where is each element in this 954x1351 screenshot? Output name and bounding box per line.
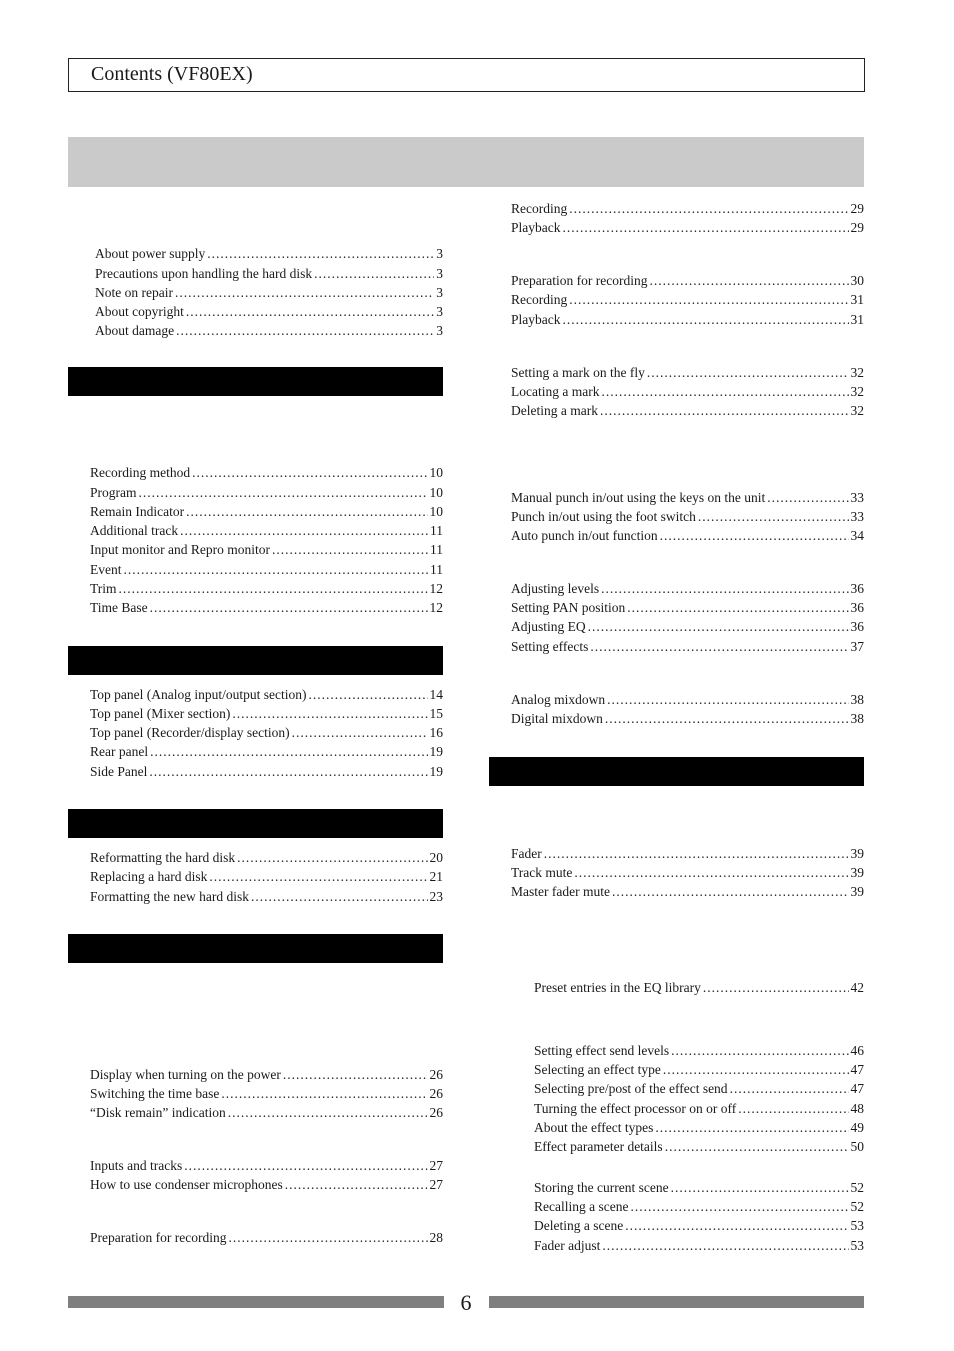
leader-dots bbox=[663, 1061, 849, 1078]
leader-dots bbox=[703, 979, 849, 996]
toc-entry-label: Deleting a mark bbox=[511, 403, 598, 418]
toc-entry-label: “Disk remain” indication bbox=[90, 1105, 226, 1120]
toc-entry[interactable] bbox=[90, 1104, 443, 1121]
toc-entry-page: 47 bbox=[850, 1081, 864, 1096]
toc-entry-page: 33 bbox=[850, 509, 864, 524]
toc-entry-page: 10 bbox=[429, 465, 443, 480]
toc-entry-label: Adjusting EQ bbox=[511, 619, 586, 634]
leader-dots bbox=[237, 849, 427, 866]
toc-entry[interactable] bbox=[534, 1119, 864, 1136]
leader-dots bbox=[228, 1104, 428, 1121]
toc-entry-page: 38 bbox=[850, 692, 864, 707]
leader-dots bbox=[150, 599, 428, 616]
leader-dots bbox=[563, 219, 849, 236]
toc-entry-label: Precautions upon handling the hard disk bbox=[95, 266, 313, 281]
toc-entry-page: 38 bbox=[850, 711, 864, 726]
toc-entry-label: Playback bbox=[511, 220, 561, 235]
section-bar bbox=[68, 934, 443, 963]
toc-entry-label: Inputs and tracks bbox=[90, 1158, 183, 1173]
leader-dots bbox=[232, 705, 427, 722]
leader-dots bbox=[292, 724, 428, 741]
leader-dots bbox=[649, 272, 848, 289]
toc-entry-page: 12 bbox=[429, 581, 443, 596]
page-title: Contents (VF80EX) bbox=[91, 63, 253, 85]
leader-dots bbox=[563, 311, 849, 328]
toc-entry-page: 3 bbox=[436, 323, 443, 338]
toc-entry-label: Locating a mark bbox=[511, 384, 600, 399]
toc-entry-label: Auto punch in/out function bbox=[511, 528, 658, 543]
toc-entry-label: Master fader mute bbox=[511, 884, 610, 899]
toc-entry-page: 29 bbox=[850, 201, 864, 216]
toc-entry-page: 10 bbox=[429, 485, 443, 500]
toc-entry-page: 46 bbox=[850, 1043, 864, 1058]
leader-dots bbox=[665, 1138, 849, 1155]
leader-dots bbox=[221, 1085, 427, 1102]
toc-entry[interactable] bbox=[534, 1198, 864, 1215]
toc-entry-page: 11 bbox=[430, 542, 443, 557]
toc-entry-page: 26 bbox=[429, 1067, 443, 1082]
leader-dots bbox=[228, 1229, 427, 1246]
toc-entry-page: 52 bbox=[850, 1180, 864, 1195]
toc-entry-page: 39 bbox=[850, 865, 864, 880]
toc-entry-label: Selecting an effect type bbox=[534, 1062, 661, 1077]
toc-entry-label: About damage bbox=[95, 323, 175, 338]
toc-entry-page: 52 bbox=[850, 1199, 864, 1214]
toc-entry-page: 36 bbox=[850, 581, 864, 596]
toc-entry[interactable] bbox=[511, 200, 864, 217]
leader-dots bbox=[601, 383, 848, 400]
leader-dots bbox=[251, 888, 428, 905]
toc-entry[interactable] bbox=[534, 1237, 864, 1254]
toc-entry[interactable] bbox=[534, 1217, 864, 1234]
toc-entry-page: 12 bbox=[429, 600, 443, 615]
toc-entry-label: Setting PAN position bbox=[511, 600, 626, 615]
toc-entry[interactable] bbox=[534, 1061, 864, 1078]
toc-entry[interactable] bbox=[90, 484, 443, 501]
toc-entry-label: Adjusting levels bbox=[511, 581, 600, 596]
toc-entry-page: 50 bbox=[850, 1139, 864, 1154]
footer-bar-left bbox=[68, 1296, 444, 1308]
toc-entry-label: Preparation for recording bbox=[90, 1230, 227, 1245]
toc-entry-label: Program bbox=[90, 485, 137, 500]
toc-entry-label: Track mute bbox=[511, 865, 573, 880]
toc-entry[interactable] bbox=[511, 845, 864, 862]
toc-entry-page: 49 bbox=[850, 1120, 864, 1135]
toc-entry-label: Turning the effect processor on or off bbox=[534, 1101, 737, 1116]
toc-entry[interactable] bbox=[95, 265, 443, 282]
toc-entry[interactable] bbox=[90, 1085, 443, 1102]
toc-entry[interactable] bbox=[511, 864, 864, 881]
toc-entry-page: 36 bbox=[850, 619, 864, 634]
toc-entry-label: Digital mixdown bbox=[511, 711, 603, 726]
section-bar bbox=[68, 646, 443, 675]
toc-entry[interactable] bbox=[90, 724, 443, 741]
toc-entry[interactable] bbox=[90, 868, 443, 885]
toc-entry[interactable] bbox=[90, 464, 443, 481]
toc-entry-label: Additional track bbox=[90, 523, 179, 538]
toc-entry-page: 20 bbox=[429, 850, 443, 865]
leader-dots bbox=[569, 291, 848, 308]
toc-entry-page: 30 bbox=[850, 273, 864, 288]
toc-entry-page: 37 bbox=[850, 639, 864, 654]
leader-dots bbox=[569, 200, 848, 217]
section-bar bbox=[68, 809, 443, 838]
toc-entry-page: 27 bbox=[429, 1177, 443, 1192]
toc-entry-label: Top panel (Recorder/display section) bbox=[90, 725, 290, 740]
toc-entry-page: 11 bbox=[430, 523, 443, 538]
leader-dots bbox=[176, 322, 434, 339]
toc-entry-label: Time Base bbox=[90, 600, 148, 615]
toc-entry[interactable] bbox=[90, 888, 443, 905]
toc-entry-page: 36 bbox=[850, 600, 864, 615]
toc-entry-label: Fader bbox=[511, 846, 542, 861]
toc-entry-page: 14 bbox=[429, 687, 443, 702]
toc-entry-label: Deleting a scene bbox=[534, 1218, 624, 1233]
leader-dots bbox=[738, 1100, 848, 1117]
leader-dots bbox=[175, 284, 434, 301]
toc-entry-label: Note on repair bbox=[95, 285, 173, 300]
leader-dots bbox=[602, 1237, 848, 1254]
toc-entry[interactable] bbox=[90, 541, 443, 558]
toc-entry-page: 26 bbox=[429, 1086, 443, 1101]
toc-entry-label: About power supply bbox=[95, 246, 206, 261]
leader-dots bbox=[671, 1179, 849, 1196]
section-header-band bbox=[68, 137, 864, 187]
toc-entry[interactable] bbox=[95, 245, 443, 262]
toc-entry-page: 3 bbox=[436, 266, 443, 281]
toc-entry[interactable] bbox=[511, 710, 864, 727]
leader-dots bbox=[607, 691, 848, 708]
toc-entry-label: Top panel (Analog input/output section) bbox=[90, 687, 307, 702]
toc-entry[interactable] bbox=[511, 272, 864, 289]
toc-entry[interactable] bbox=[534, 1179, 864, 1196]
toc-entry-page: 3 bbox=[436, 285, 443, 300]
leader-dots bbox=[184, 1157, 427, 1174]
toc-entry-label: Manual punch in/out using the keys on the unit bbox=[511, 490, 766, 505]
leader-dots bbox=[207, 245, 434, 262]
leader-dots bbox=[625, 1217, 848, 1234]
toc-entry-label: Storing the current scene bbox=[534, 1180, 669, 1195]
toc-entry-page: 32 bbox=[850, 384, 864, 399]
leader-dots bbox=[601, 580, 848, 597]
toc-entry-page: 11 bbox=[430, 562, 443, 577]
toc-entry[interactable] bbox=[90, 503, 443, 520]
toc-entry-label: Recording method bbox=[90, 465, 191, 480]
toc-entry-label: Top panel (Mixer section) bbox=[90, 706, 231, 721]
toc-entry-page: 26 bbox=[429, 1105, 443, 1120]
toc-entry[interactable] bbox=[95, 303, 443, 320]
toc-entry-page: 19 bbox=[429, 764, 443, 779]
toc-entry-page: 28 bbox=[429, 1230, 443, 1245]
leader-dots bbox=[588, 618, 849, 635]
toc-entry[interactable] bbox=[511, 508, 864, 525]
toc-entry-page: 27 bbox=[429, 1158, 443, 1173]
toc-entry[interactable] bbox=[511, 599, 864, 616]
toc-entry[interactable] bbox=[90, 1066, 443, 1083]
toc-entry-page: 31 bbox=[850, 312, 864, 327]
toc-entry-page: 32 bbox=[850, 365, 864, 380]
toc-entry-label: Trim bbox=[90, 581, 117, 596]
toc-entry-label: Display when turning on the power bbox=[90, 1067, 281, 1082]
toc-entry[interactable] bbox=[511, 691, 864, 708]
toc-entry[interactable] bbox=[511, 638, 864, 655]
toc-entry[interactable] bbox=[534, 1080, 864, 1097]
toc-entry[interactable] bbox=[90, 763, 443, 780]
toc-entry[interactable] bbox=[534, 979, 864, 996]
toc-entry[interactable] bbox=[90, 599, 443, 616]
toc-entry[interactable] bbox=[90, 580, 443, 597]
toc-entry-label: Reformatting the hard disk bbox=[90, 850, 236, 865]
toc-entry-page: 34 bbox=[850, 528, 864, 543]
leader-dots bbox=[600, 402, 849, 419]
toc-entry-page: 19 bbox=[429, 744, 443, 759]
leader-dots bbox=[612, 883, 849, 900]
toc-entry-label: Fader adjust bbox=[534, 1238, 601, 1253]
toc-entry-page: 31 bbox=[850, 292, 864, 307]
leader-dots bbox=[647, 364, 849, 381]
toc-entry-page: 39 bbox=[850, 884, 864, 899]
leader-dots bbox=[150, 743, 427, 760]
leader-dots bbox=[209, 868, 427, 885]
toc-entry-label: About copyright bbox=[95, 304, 184, 319]
toc-entry[interactable] bbox=[534, 1042, 864, 1059]
toc-entry[interactable] bbox=[90, 743, 443, 760]
toc-entry[interactable] bbox=[511, 618, 864, 635]
leader-dots bbox=[283, 1066, 428, 1083]
toc-entry-label: Event bbox=[90, 562, 122, 577]
toc-entry-page: 3 bbox=[436, 246, 443, 261]
toc-entry[interactable] bbox=[90, 1157, 443, 1174]
leader-dots bbox=[314, 265, 434, 282]
toc-entry-page: 10 bbox=[429, 504, 443, 519]
leader-dots bbox=[655, 1119, 848, 1136]
leader-dots bbox=[139, 484, 428, 501]
toc-entry[interactable] bbox=[90, 705, 443, 722]
leader-dots bbox=[730, 1080, 849, 1097]
leader-dots bbox=[119, 580, 428, 597]
toc-entry-page: 21 bbox=[429, 869, 443, 884]
toc-entry-label: Playback bbox=[511, 312, 561, 327]
toc-entry-label: Recording bbox=[511, 201, 568, 216]
toc-entry-page: 47 bbox=[850, 1062, 864, 1077]
leader-dots bbox=[660, 527, 849, 544]
toc-entry-page: 15 bbox=[429, 706, 443, 721]
leader-dots bbox=[309, 686, 428, 703]
toc-entry-page: 53 bbox=[850, 1218, 864, 1233]
toc-entry[interactable] bbox=[511, 291, 864, 308]
leader-dots bbox=[590, 638, 848, 655]
toc-entry[interactable] bbox=[511, 364, 864, 381]
leader-dots bbox=[627, 599, 848, 616]
leader-dots bbox=[186, 303, 434, 320]
leader-dots bbox=[180, 522, 428, 539]
footer-bar-right bbox=[489, 1296, 864, 1308]
leader-dots bbox=[671, 1042, 848, 1059]
toc-entry-page: 53 bbox=[850, 1238, 864, 1253]
leader-dots bbox=[124, 561, 429, 578]
toc-entry-label: Recalling a scene bbox=[534, 1199, 629, 1214]
toc-entry-label: Setting effects bbox=[511, 639, 589, 654]
toc-entry-label: Rear panel bbox=[90, 744, 149, 759]
toc-entry[interactable] bbox=[511, 383, 864, 400]
leader-dots bbox=[605, 710, 849, 727]
toc-entry-label: Recording bbox=[511, 292, 568, 307]
toc-entry-page: 3 bbox=[436, 304, 443, 319]
toc-entry-page: 16 bbox=[429, 725, 443, 740]
toc-entry-label: Effect parameter details bbox=[534, 1139, 663, 1154]
leader-dots bbox=[149, 763, 427, 780]
toc-entry-label: How to use condenser microphones bbox=[90, 1177, 283, 1192]
toc-entry[interactable] bbox=[534, 1138, 864, 1155]
leader-dots bbox=[192, 464, 427, 481]
toc-entry-label: Formatting the new hard disk bbox=[90, 889, 249, 904]
leader-dots bbox=[285, 1176, 428, 1193]
toc-entry-label: Punch in/out using the foot switch bbox=[511, 509, 696, 524]
toc-entry-label: Setting a mark on the fly bbox=[511, 365, 645, 380]
toc-entry[interactable] bbox=[90, 1229, 443, 1246]
toc-entry[interactable] bbox=[511, 580, 864, 597]
toc-entry[interactable] bbox=[534, 1100, 864, 1117]
leader-dots bbox=[630, 1198, 848, 1215]
section-bar bbox=[489, 757, 864, 786]
section-bar bbox=[68, 367, 443, 396]
toc-entry-label: Remain Indicator bbox=[90, 504, 185, 519]
toc-entry[interactable] bbox=[90, 561, 443, 578]
leader-dots bbox=[767, 489, 848, 506]
toc-entry[interactable] bbox=[90, 849, 443, 866]
leader-dots bbox=[544, 845, 849, 862]
toc-entry[interactable] bbox=[95, 322, 443, 339]
leader-dots bbox=[574, 864, 848, 881]
toc-entry-page: 48 bbox=[850, 1101, 864, 1116]
page-number: 6 bbox=[460, 1290, 472, 1315]
leader-dots bbox=[698, 508, 849, 525]
toc-entry[interactable] bbox=[511, 883, 864, 900]
toc-entry-label: Analog mixdown bbox=[511, 692, 606, 707]
toc-entry-page: 32 bbox=[850, 403, 864, 418]
leader-dots bbox=[272, 541, 428, 558]
toc-entry-page: 29 bbox=[850, 220, 864, 235]
toc-entry[interactable] bbox=[511, 527, 864, 544]
toc-entry-page: 33 bbox=[850, 490, 864, 505]
toc-entry-label: Preparation for recording bbox=[511, 273, 648, 288]
toc-entry-label: About the effect types bbox=[534, 1120, 654, 1135]
leader-dots bbox=[186, 503, 427, 520]
toc-entry-label: Side Panel bbox=[90, 764, 148, 779]
toc-entry[interactable] bbox=[511, 219, 864, 236]
toc-entry[interactable] bbox=[511, 489, 864, 506]
toc-entry[interactable] bbox=[511, 402, 864, 419]
toc-entry-label: Setting effect send levels bbox=[534, 1043, 670, 1058]
toc-entry[interactable] bbox=[511, 311, 864, 328]
toc-entry[interactable] bbox=[90, 686, 443, 703]
page-title-box bbox=[68, 58, 865, 92]
toc-entry-page: 42 bbox=[850, 980, 864, 995]
toc-entry-label: Selecting pre/post of the effect send bbox=[534, 1081, 728, 1096]
toc-entry-label: Input monitor and Repro monitor bbox=[90, 542, 270, 557]
toc-entry-page: 23 bbox=[429, 889, 443, 904]
toc-entry-label: Preset entries in the EQ library bbox=[534, 980, 701, 995]
toc-entry-label: Switching the time base bbox=[90, 1086, 220, 1101]
toc-entry-page: 39 bbox=[850, 846, 864, 861]
toc-entry[interactable] bbox=[95, 284, 443, 301]
toc-entry[interactable] bbox=[90, 522, 443, 539]
toc-entry-label: Replacing a hard disk bbox=[90, 869, 208, 884]
toc-entry[interactable] bbox=[90, 1176, 443, 1193]
